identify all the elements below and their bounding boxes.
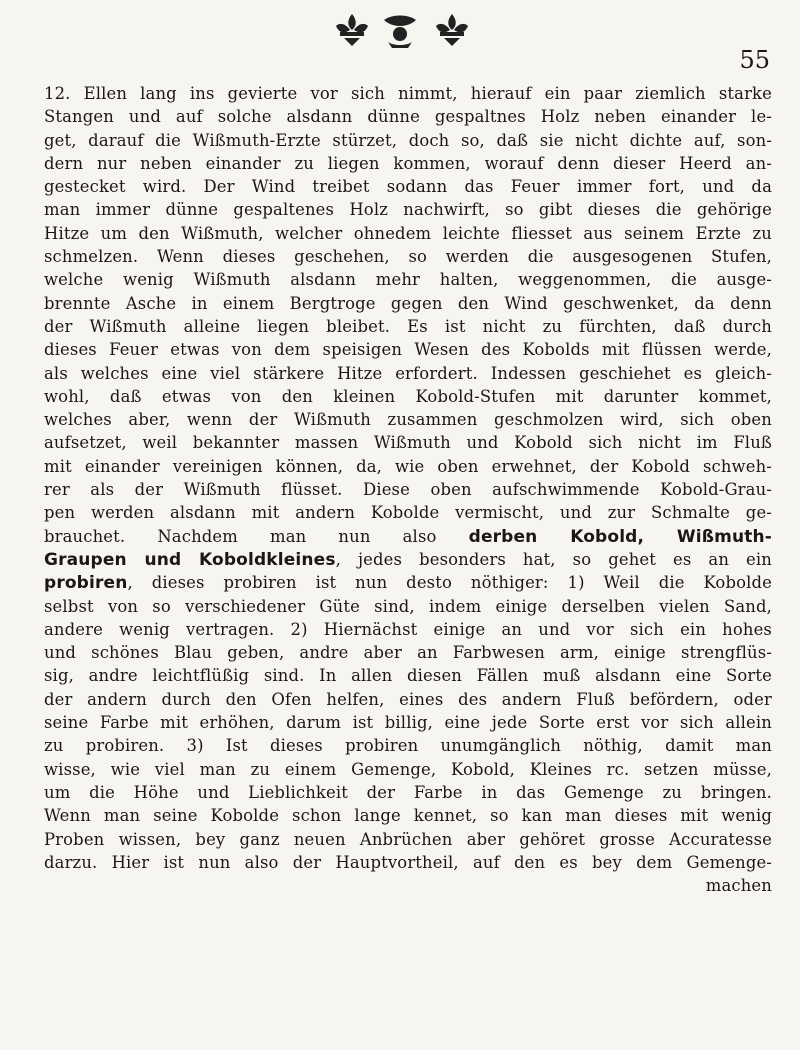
text-line (44, 571, 772, 594)
header-ornaments (0, 10, 800, 50)
text-line (44, 268, 772, 291)
text-line (44, 828, 772, 851)
text-line (44, 664, 772, 687)
text-run: darzu. Hier ist nun also der Hauptvortheil, auf den es bey dem Gemenge- (44, 852, 772, 872)
text-line (44, 478, 772, 501)
heraldic-flower-icon (430, 10, 474, 50)
text-line (44, 548, 772, 571)
text-line (44, 431, 772, 454)
page-number: 55 (739, 46, 770, 74)
text-run: Hitze um den Wißmuth, welcher ohnedem leichte fliesset aus seinem Erzte zu (44, 223, 772, 243)
text-run: wohl, daß etwas von den kleinen Kobold-Stufen mit darunter kommet, (44, 386, 772, 406)
text-run: , jedes besonders hat, so gehet es an ein (335, 549, 772, 569)
text-line (44, 734, 772, 757)
heraldic-crown-icon (378, 10, 422, 50)
text-line (44, 198, 772, 221)
text-run: der Wißmuth alleine liegen bleibet. Es ist nicht zu fürchten, daß durch (44, 316, 772, 336)
text-line (44, 129, 772, 152)
emphasized-term: Graupen und Koboldkleines (44, 549, 336, 570)
text-run: pen werden alsdann mit andern Kobolde vermischt, und zur Schmalte ge- (44, 503, 772, 523)
text-line (44, 618, 772, 641)
text-run: 12. Ellen lang ins gevierte vor sich nimmt, hierauf ein paar ziemlich starke (44, 84, 772, 103)
text-run: sig, andre leichtflüßig sind. In allen diesen Fällen muß alsdann eine Sorte (44, 666, 772, 686)
text-run: Wenn man seine Kobolde schon lange kennet, so kan man dieses mit wenig (44, 806, 772, 826)
text-run: welche wenig Wißmuth alsdann mehr halten, weggenommen, die ausge- (44, 270, 772, 290)
text-run: um die Höhe und Lieblichkeit der Farbe in das Gemenge zu bringen. (44, 782, 772, 802)
heraldic-flower-icon (330, 10, 374, 50)
text-line (44, 851, 772, 874)
text-run: andere wenig vertragen. 2) Hiernächst einige an und vor sich ein hohes (44, 619, 772, 639)
text-line (44, 222, 772, 245)
text-run: man immer dünne gespaltenes Holz nachwirft, so gibt dieses die gehörige (44, 200, 772, 220)
text-run: selbst von so verschiedener Güte sind, indem einige derselben vielen Sand, (44, 596, 772, 616)
text-run: aufsetzet, weil bekannter massen Wißmuth und Kobold sich nicht im Fluß (44, 433, 772, 453)
text-line (44, 315, 772, 338)
text-line (44, 501, 772, 524)
text-run: als welches eine viel stärkere Hitze erfordert. Indessen geschiehet es gleich- (44, 363, 772, 383)
text-line (44, 408, 772, 431)
text-run: Stangen und auf solche alsdann dünne gespaltnes Holz neben einander le- (44, 107, 772, 127)
text-run: brennte Asche in einem Bergtroge gegen den Wind geschwenket, da denn (44, 293, 772, 313)
emphasized-term: derben Kobold, Wißmuth- (468, 526, 772, 547)
text-line (44, 688, 772, 711)
text-run: der andern durch den Ofen helfen, eines des andern Fluß befördern, oder (44, 689, 772, 709)
text-run: und schönes Blau geben, andre aber an Farbwesen arm, einige strengflüs- (44, 643, 772, 663)
text-line (44, 385, 772, 408)
text-run: seine Farbe mit erhöhen, darum ist billig, eine jede Sorte erst vor sich allein (44, 713, 772, 733)
text-run: zu probiren. 3) Ist dieses probiren unumgänglich nöthig, damit man (44, 736, 772, 756)
text-run: gestecket wird. Der Wind treibet sodann das Feuer immer fort, und da (44, 177, 772, 197)
text-run: Proben wissen, bey ganz neuen Anbrüchen aber gehöret grosse Accuratesse (44, 829, 772, 849)
text-run: wisse, wie viel man zu einem Gemenge, Kobold, Kleines rc. setzen müsse, (44, 759, 772, 779)
text-line (44, 362, 772, 385)
text-line (44, 82, 772, 105)
text-run: dern nur neben einander zu liegen kommen, worauf denn dieser Heerd an- (44, 153, 772, 173)
text-run: schmelzen. Wenn dieses geschehen, so werden die ausgesogenen Stufen, (44, 247, 772, 267)
text-run: mit einander vereinigen können, da, wie oben erwehnet, der Kobold schweh- (44, 456, 772, 476)
text-line (44, 175, 772, 198)
text-line (44, 758, 772, 781)
text-run: welches aber, wenn der Wißmuth zusammen geschmolzen wird, sich oben (44, 410, 772, 430)
text-line (44, 595, 772, 618)
text-line (44, 455, 772, 478)
text-line (44, 711, 772, 734)
text-line (44, 152, 772, 175)
text-line (44, 525, 772, 548)
text-line (44, 105, 772, 128)
text-run: , dieses probiren ist nun desto nöthiger: 1) Weil die Kobolde (127, 573, 772, 593)
text-run: machen (705, 876, 772, 896)
text-run: dieses Feuer etwas von dem speisigen Wesen des Kobolds mit flüssen werde, (44, 340, 772, 360)
emphasized-term: probiren (44, 573, 128, 594)
body-text (44, 82, 772, 1032)
text-line (44, 641, 772, 664)
text-line (44, 804, 772, 827)
text-line (44, 781, 772, 804)
text-line (44, 245, 772, 268)
text-run: rer als der Wißmuth flüsset. Diese oben aufschwimmende Kobold-Grau- (44, 480, 772, 500)
text-line (44, 338, 772, 361)
text-run: get, darauf die Wißmuth-Erzte stürzet, doch so, daß sie nicht dichte auf, son- (44, 130, 772, 150)
text-line (44, 292, 772, 315)
text-run: brauchet. Nachdem man nun also (44, 526, 469, 546)
text-line (44, 874, 772, 897)
